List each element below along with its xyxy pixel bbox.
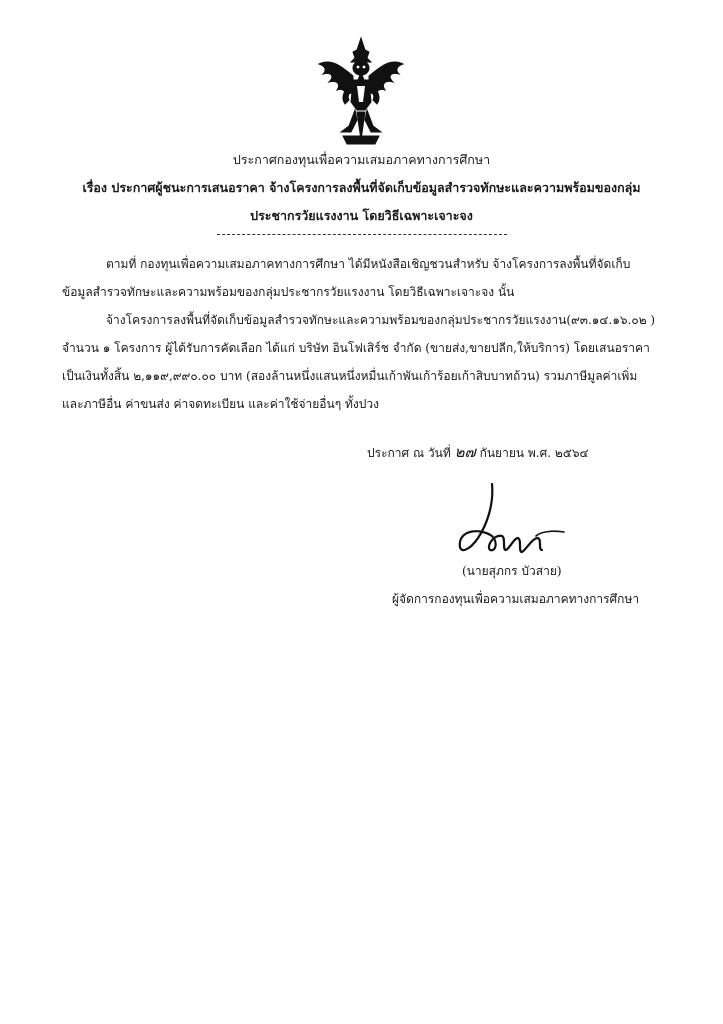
garuda-emblem-icon [313, 36, 409, 148]
signatory-name: (นายสุภกร บัวสาย) [462, 564, 562, 578]
date-day-handwritten: ๒๗ [454, 443, 476, 461]
dashed-divider [217, 234, 507, 235]
paragraph-1 [62, 250, 656, 306]
paragraph-1-line-1: ตามที่ กองทุนเพื่อความเสมอภาคทางการศึกษา ได้มีหนังสือเชิญชวนสำหรับ จ้างโครงการลงพื้นที่จัดเก็บ [106, 257, 631, 271]
paragraph-2-line-3: เป็นเงินทั้งสิ้น ๒,๑๑๙,๙๙๐.๐๐ บาท (สองล้านหนึ่งแสนหนึ่งหมื่นเก้าพันเก้าร้อยเก้าสิบบาทถ้วน) รวมภาษีมูลค่าเพิ่ม [62, 369, 638, 383]
announcement-title: ประกาศกองทุนเพื่อความเสมอภาคทางการศึกษา [232, 152, 491, 167]
announcement-date [367, 440, 589, 464]
date-suffix: กันยายน พ.ศ. ๒๕๖๔ [479, 446, 589, 460]
handwritten-signature [440, 476, 580, 576]
signatory-position: ผู้จัดการกองทุนเพื่อความเสมอภาคทางการศึกษา [392, 592, 640, 606]
date-prefix: ประกาศ ณ วันที่ [367, 446, 451, 460]
subject-label: เรื่อง [82, 180, 108, 195]
paragraph-2-line-1: จ้างโครงการลงพื้นที่จัดเก็บข้อมูลสำรวจทักษะและความพร้อมของกลุ่มประชากรวัยแรงงาน(๙๓.๑๔.๑๖.๐๒ ) [106, 313, 656, 327]
paragraph-2 [62, 306, 656, 418]
subject-line-2: ประชากรวัยแรงงาน โดยวิธีเฉพาะเจาะจง [250, 208, 473, 223]
paragraph-2-line-4: และภาษีอื่น ค่าขนส่ง ค่าจดทะเบียน และค่าใช้จ่ายอื่นๆ ทั้งปวง [62, 397, 379, 411]
paragraph-1-line-2: ข้อมูลสำรวจทักษะและความพร้อมของกลุ่มประชากรวัยแรงงาน โดยวิธีเฉพาะเจาะจง นั้น [62, 285, 515, 299]
subject-text-1: ประกาศผู้ชนะการเสนอราคา จ้างโครงการลงพื้นที่จัดเก็บข้อมูลสำรวจทักษะและความพร้อมของกลุ่ม [111, 180, 641, 195]
paragraph-2-line-2: จำนวน ๑ โครงการ ผู้ได้รับการคัดเลือก ได้แก่ บริษัท อินโฟเสิร์ช จำกัด (ขายส่ง,ขายปลีก,ให้บริการ) โดยเสนอราคา [62, 341, 650, 355]
subject-line-1 [60, 178, 663, 198]
